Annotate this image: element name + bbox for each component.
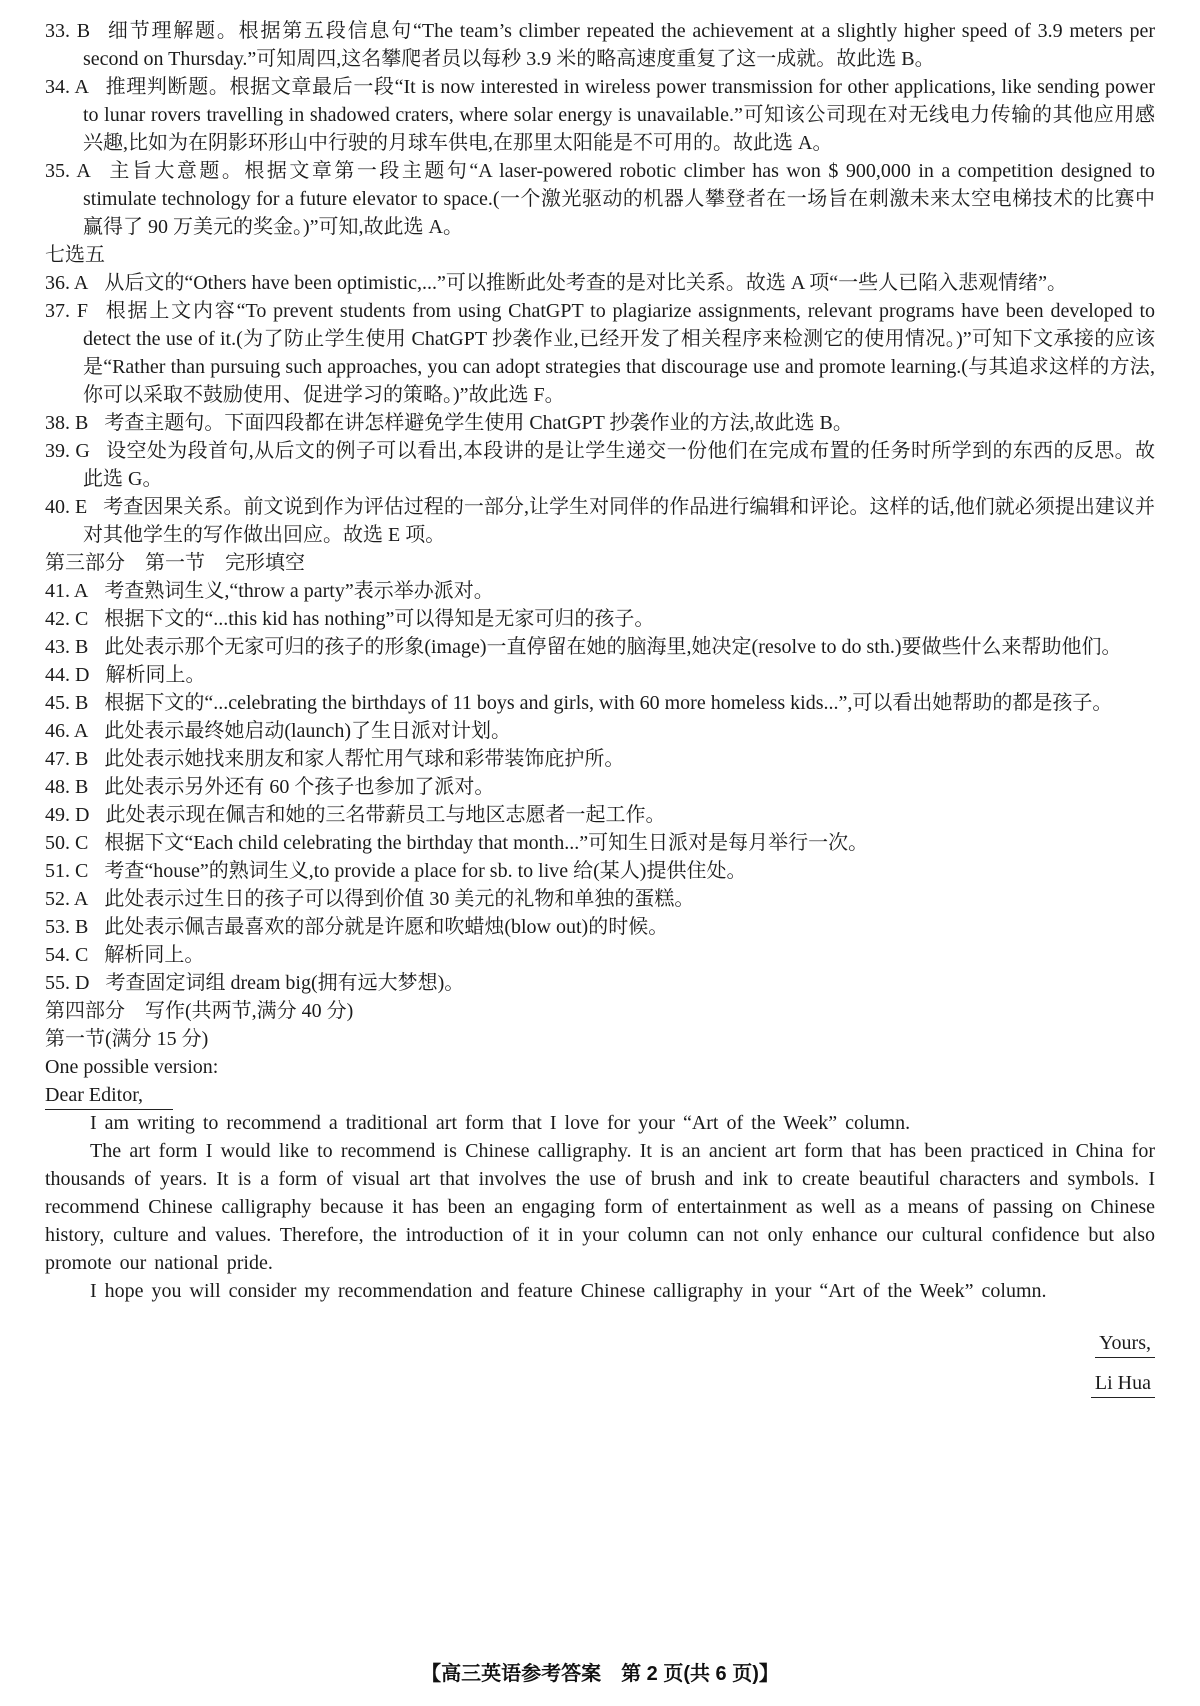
item-explanation: 此处表示最终她启动(launch)了生日派对计划。 — [104, 720, 511, 742]
item-number: 53. B — [45, 916, 89, 938]
item-explanation: 从后文的“Others have been optimistic,...”可以推断此处考查的是对比关系。故选 A 项“一些人已陷入悲观情绪”。 — [104, 272, 1068, 294]
item-explanation: 考查“house”的熟词生义,to provide a place for sb. to live 给(某人)提供住处。 — [104, 860, 747, 882]
item-explanation: 主旨大意题。根据文章第一段主题句“A laser-powered robotic climber has won $ 900,000 in a competition designed to stimulate technology for a future elevator to space.(一个激光驱动的机器人攀登者在一场旨在刺激未来太空电梯技术的比赛中赢得了 90 万美元的奖金。)”可知,故此选 A。 — [83, 160, 1155, 238]
item-explanation: 根据上文内容“To prevent students from using ChatGPT to plagiarize assignments, relevant programs have been developed to detect the use of it.(为了防止学生使用 ChatGPT 抄袭作业,已经开发了相关程序来检测它的使用情况。)”可知下文承接的应该是“Rather than pursuing such approaches, you can adopt strategies that discourage use and promote learning.(与其追求这样的方法,你可以采取不鼓励使用、促进学习的策略。)”故此选 F。 — [83, 300, 1155, 406]
item-explanation: 考查主题句。下面四段都在讲怎样避免学生使用 ChatGPT 抄袭作业的方法,故此选 B。 — [104, 412, 853, 434]
item-explanation: 此处表示佩吉最喜欢的部分就是许愿和吹蜡烛(blow out)的时候。 — [104, 916, 669, 938]
item-number: 39. G — [45, 440, 90, 462]
page-footer: 【高三英语参考答案 第 2 页(共 6 页)】 — [421, 1663, 779, 1685]
answer-item — [45, 857, 1155, 885]
item-number: 38. B — [45, 412, 89, 434]
signature-closing: Yours, — [1095, 1332, 1155, 1358]
section-heading: 七选五 — [45, 244, 105, 266]
letter-paragraph: The art form I would like to recommend is Chinese calligraphy. It is an ancient art form that has been practiced in China for thousands of years. It is a form of visual art that involves the use of brush and ink to create beautiful characters and symbols. I recommend Chinese calligraphy because it has been an engaging form of entertainment as well as a means of passing on Chinese history, culture and values. Therefore, the introduction of it in your column can not only enhance our cultural confidence but also promote our national pride. — [45, 1140, 1155, 1274]
answer-item — [45, 717, 1155, 745]
item-number: 45. B — [45, 692, 89, 714]
item-explanation: 此处表示那个无家可归的孩子的形象(image)一直停留在她的脑海里,她决定(resolve to do sth.)要做些什么来帮助他们。 — [104, 636, 1122, 658]
answer-item — [45, 689, 1155, 717]
section-heading: 第四部分 写作(共两节,满分 40 分) — [45, 1000, 354, 1022]
letter-salutation — [45, 1081, 1155, 1109]
section-heading: 第一节(满分 15 分) — [45, 1028, 209, 1050]
answer-item — [45, 437, 1155, 493]
item-number: 51. C — [45, 860, 89, 882]
item-explanation: 根据下文的“...celebrating the birthdays of 11 boys and girls, with 60 more homeless kids...”,可以看出她帮助的都是孩子。 — [104, 692, 1113, 714]
item-number: 46. A — [45, 720, 89, 742]
item-explanation: 根据下文的“...this kid has nothing”可以得知是无家可归的孩子。 — [104, 608, 655, 630]
item-number: 37. F — [45, 300, 88, 322]
answer-item — [45, 157, 1155, 241]
item-number: 50. C — [45, 832, 89, 854]
answer-item — [45, 885, 1155, 913]
letter-signature — [45, 1323, 1155, 1403]
answer-item — [45, 17, 1155, 73]
item-number: 42. C — [45, 608, 89, 630]
item-explanation: 此处表示现在佩吉和她的三名带薪员工与地区志愿者一起工作。 — [105, 804, 666, 826]
answer-item — [45, 801, 1155, 829]
item-explanation: 此处表示过生日的孩子可以得到价值 30 美元的礼物和单独的蛋糕。 — [104, 888, 695, 910]
answer-item — [45, 913, 1155, 941]
item-number: 33. B — [45, 20, 91, 42]
item-explanation: 根据下文“Each child celebrating the birthday that month...”可知生日派对是每月举行一次。 — [104, 832, 869, 854]
item-number: 41. A — [45, 580, 89, 602]
document-body — [45, 17, 1155, 1403]
answer-item — [45, 941, 1155, 969]
signature-name: Li Hua — [1091, 1372, 1155, 1398]
answer-item — [45, 577, 1155, 605]
answer-item — [45, 493, 1155, 549]
item-explanation: 考查因果关系。前文说到作为评估过程的一部分,让学生对同伴的作品进行编辑和评论。这样的话,他们就必须提出建议并对其他学生的写作做出回应。故选 E 项。 — [83, 496, 1155, 546]
signature-closing-line — [45, 1323, 1155, 1363]
item-number: 43. B — [45, 636, 89, 658]
answer-item — [45, 773, 1155, 801]
item-explanation: 解析同上。 — [104, 944, 205, 966]
item-explanation: 考查熟词生义,“throw a party”表示举办派对。 — [104, 580, 494, 602]
item-number: 52. A — [45, 888, 89, 910]
item-explanation: 此处表示另外还有 60 个孩子也参加了派对。 — [104, 776, 495, 798]
item-explanation: 推理判断题。根据文章最后一段“It is now interested in wireless power transmission for other applications, like sending power to lunar rovers travelling in shadowed craters, where solar energy is unavailable.”可知该公司现在对无线电力传输的其他应用感兴趣,比如为在阴影环形山中行驶的月球车供电,在那里太阳能是不可用的。故此选 A。 — [83, 76, 1155, 154]
answer-item — [45, 745, 1155, 773]
item-number: 44. D — [45, 664, 90, 686]
item-number: 35. A — [45, 160, 91, 182]
answer-item — [45, 829, 1155, 857]
signature-name-line — [45, 1363, 1155, 1403]
item-explanation: 此处表示她找来朋友和家人帮忙用气球和彩带装饰庇护所。 — [104, 748, 625, 770]
item-number: 49. D — [45, 804, 90, 826]
item-explanation: 解析同上。 — [105, 664, 206, 686]
item-number: 55. D — [45, 972, 90, 994]
answer-item — [45, 73, 1155, 157]
item-number: 47. B — [45, 748, 89, 770]
item-number: 54. C — [45, 944, 89, 966]
answer-item — [45, 297, 1155, 409]
letter-paragraph: I hope you will consider my recommendation and feature Chinese calligraphy in your “Art of the Week” column. — [90, 1280, 1047, 1302]
answer-item — [45, 633, 1155, 661]
item-explanation: 设空处为段首句,从后文的例子可以看出,本段讲的是让学生递交一份他们在完成布置的任务时所学到的东西的反思。故此选 G。 — [83, 440, 1155, 490]
answer-item — [45, 409, 1155, 437]
letter-line: One possible version: — [45, 1056, 219, 1078]
answer-item — [45, 269, 1155, 297]
item-number: 36. A — [45, 272, 89, 294]
item-explanation: 考查固定词组 dream big(拥有远大梦想)。 — [105, 972, 465, 994]
answer-item — [45, 661, 1155, 689]
answer-item — [45, 605, 1155, 633]
answer-item — [45, 969, 1155, 997]
item-number: 40. E — [45, 496, 88, 518]
item-number: 48. B — [45, 776, 89, 798]
section-heading: 第三部分 第一节 完形填空 — [45, 552, 305, 574]
letter-paragraph: I am writing to recommend a traditional art form that I love for your “Art of the Week” column. — [90, 1112, 911, 1134]
item-number: 34. A — [45, 76, 89, 98]
item-explanation: 细节理解题。根据第五段信息句“The team’s climber repeated the achievement at a slightly higher speed of 3.9 meters per second on Thursday.”可知周四,这名攀爬者员以每秒 3.9 米的略高速度重复了这一成就。故此选 B。 — [83, 20, 1156, 70]
salutation-text: Dear Editor, — [45, 1084, 173, 1110]
